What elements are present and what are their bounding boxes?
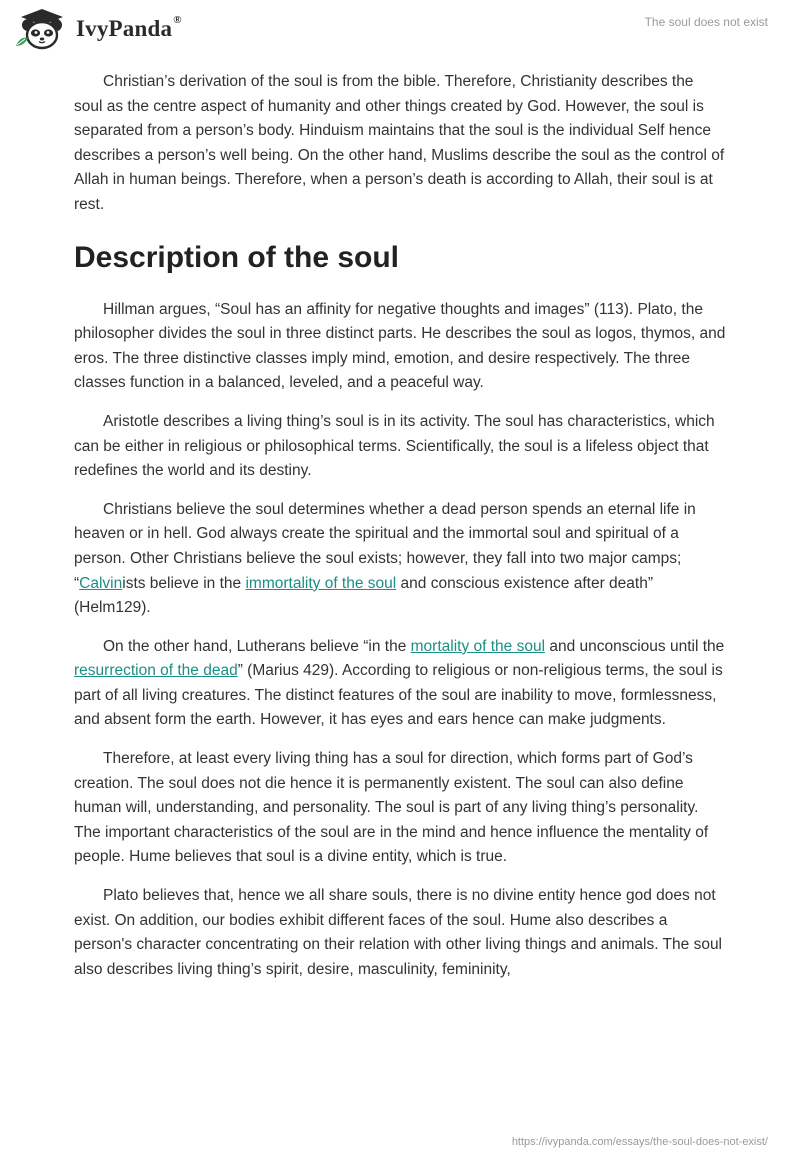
paragraph-3: Aristotle describes a living thing’s soul is in its activity. The soul has characteristics, which can be either in religious or philosophical terms. Scientifically, the soul is a lifeless object that redefines the world and its destiny. (74, 412, 715, 480)
paragraph-text: ” (Marius 429). According to religious or non-religious terms, the soul is part of all living creatures. The distinct features of the soul are inability to move, formlessness, and absent form the earth. However, it has eyes and ears hence can make judgments. (74, 662, 723, 729)
link-calvin[interactable]: Calvin (79, 574, 123, 592)
essay-content (74, 70, 726, 996)
paragraph-6: Therefore, at least every living thing has a soul for direction, which forms part of God’s creation. The soul does not die hence it is permanently existent. The soul can also define human will, understanding, and personality. The soul is part of any living thing’s personality. The important characteristics of the soul are in the mind and hence influence the mentality of people. Hume believes that soul is a divine entity, which is true. (74, 750, 709, 866)
document-title: The soul does not exist (644, 15, 768, 29)
page-header (0, 0, 800, 60)
paragraph-text: On the other hand, Lutherans believe “in the (103, 637, 411, 655)
paragraph-2: Hillman argues, “Soul has an affinity for negative thoughts and images” (113). Plato, the philosopher divides the soul in three distinct parts. He describes the soul as logos, thymos, and eros. The three distinctive classes imply mind, emotion, and desire respectively. The three classes function in a balanced, leveled, and a peaceful way. (74, 300, 726, 392)
paragraph-1: Christian’s derivation of the soul is from the bible. Therefore, Christianity describes the soul as the centre aspect of humanity and other things created by God. However, the soul is separated from a person’s body. Hinduism maintains that the soul is the individual Self hence describes a person’s well being. On the other hand, Muslims describe the soul as the control of Allah in human beings. Therefore, when a person’s death is according to Allah, their soul is at rest. (74, 73, 725, 213)
paragraph-5 (74, 635, 726, 733)
link-mortality-of-the-soul[interactable]: mortality of the soul (410, 637, 546, 655)
paragraph-7: Plato believes that, hence we all share souls, there is no divine entity hence god does not exist. On addition, our bodies exhibit different faces of the soul. Hume also describes a person's character concentrating on their relation with other living things and animals. The soul also describes living thing’s spirit, desire, masculinity, femininity, (74, 887, 723, 978)
paragraph-text: Christians believe the soul determines whether a dead person spends an eternal life in heaven or in hell. God always create the spiritual and the immortal soul and spiritual of a person. Other Christians believe the soul exists; however, they fall into two major camps; “ (74, 500, 696, 592)
paragraph-4 (74, 498, 726, 621)
paragraph-text: ists believe in the (122, 574, 246, 592)
paragraph-text: and unconscious until the (545, 637, 725, 655)
panda-logo-icon (14, 8, 70, 50)
brand-name: IvyPanda® (76, 14, 182, 41)
paragraph-text: and conscious existence after death” (Helm129). (74, 574, 653, 617)
section-heading: Description of the soul (74, 240, 400, 274)
footer-url: https://ivypanda.com/essays/the-soul-does-not-exist/ (511, 1136, 768, 1148)
link-resurrection-of-the-dead[interactable]: resurrection of the dead (74, 662, 238, 680)
logo[interactable] (14, 8, 182, 50)
link-immortality-of-the-soul[interactable]: immortality of the soul (245, 574, 397, 592)
trademark-symbol: ® (173, 14, 182, 27)
